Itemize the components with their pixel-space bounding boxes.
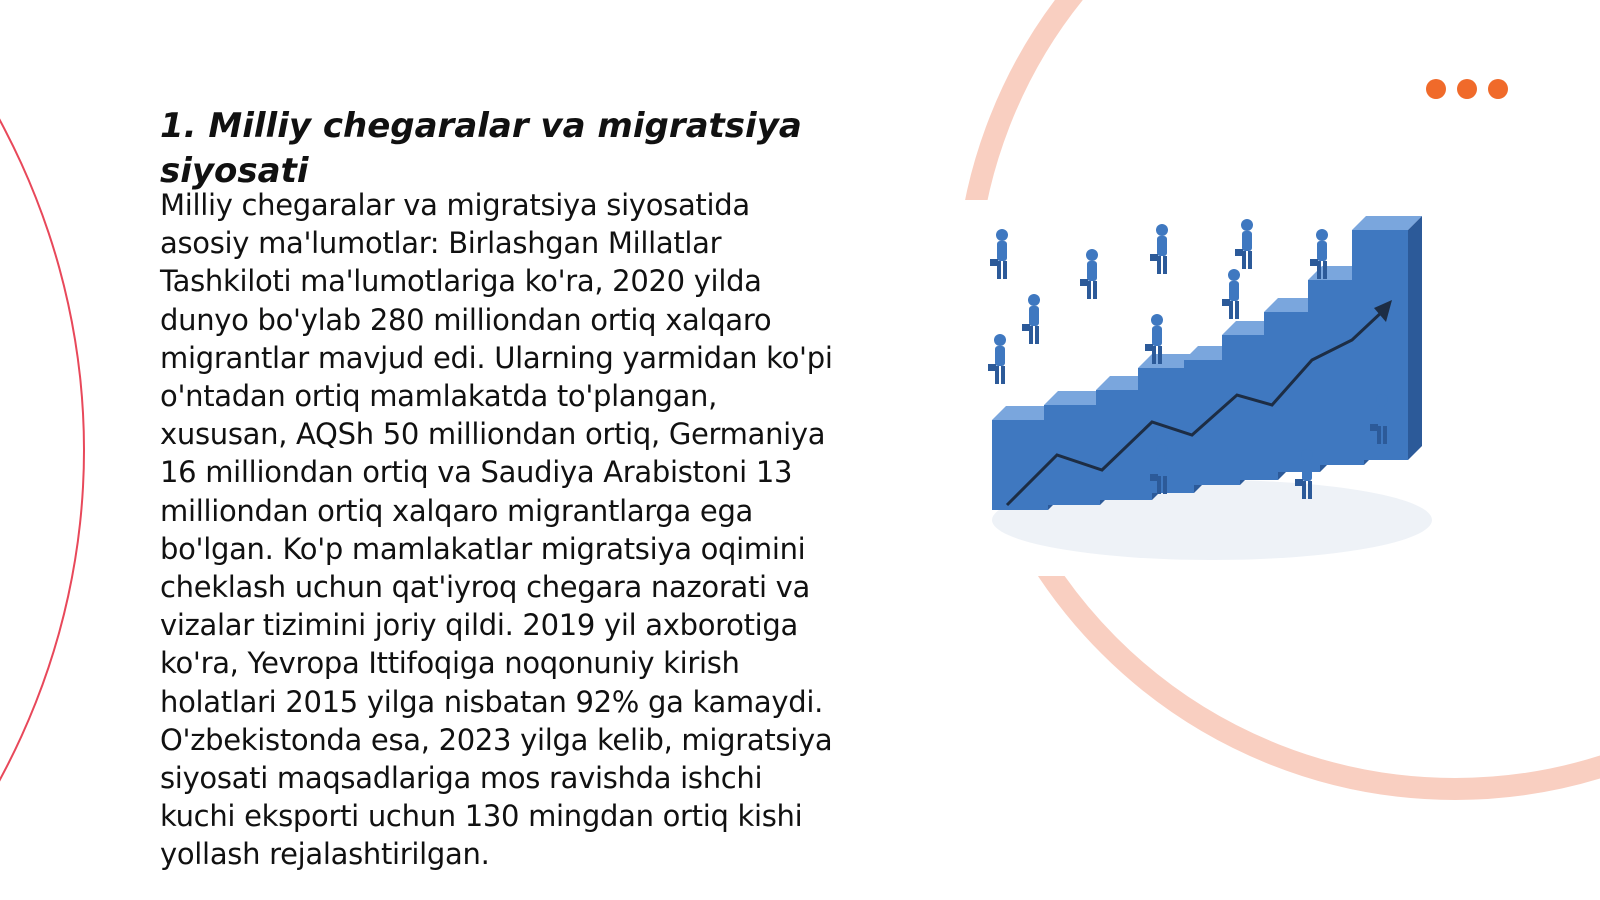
briefcase-icon [1022,324,1030,331]
person-leg [1323,261,1327,279]
person-leg [1163,256,1167,274]
person-head [994,334,1006,346]
orange-dots-decoration [1426,79,1508,99]
person-leg [1035,326,1039,344]
briefcase-icon [1150,254,1158,261]
person-leg [1158,346,1162,364]
person-head [996,229,1008,241]
person-leg [1003,261,1007,279]
bar-side-face [1408,216,1422,460]
person-head [1376,394,1388,406]
dot-icon [1488,79,1508,99]
briefcase-icon [1235,249,1243,256]
briefcase-icon [1370,424,1378,431]
person-head [1156,224,1168,236]
person-body [1157,456,1167,476]
person-body [1302,461,1312,481]
left-decorative-arc [0,0,85,900]
person-leg [1248,251,1252,269]
person-body [1242,231,1252,251]
briefcase-icon [1080,279,1088,286]
briefcase-icon [1295,479,1303,486]
person-head [1301,449,1313,461]
person-leg [1383,426,1387,444]
person-body [1087,261,1097,281]
person-leg [1001,366,1005,384]
person-leg [1235,301,1239,319]
person-body [1229,281,1239,301]
person-head [1028,294,1040,306]
bar-front-face [1044,405,1100,505]
person-body [995,346,1005,366]
dot-icon [1426,79,1446,99]
person-head [1086,249,1098,261]
slide-body-text: Milliy chegaralar va migratsiya siyosatida asosiy ma'lumotlar: Birlashgan Millatlar Tashkiloti ma'lumotlariga ko'ra, 2020 yilda dunyo bo'ylab 280 milliondan ortiq xalqaro migrantlar mavjud edi. Ularning yarmidan ko'pi o'ntadan ortiq mamlakatda to'plangan, xususan, AQSh 50 milliondan ortiq, Germaniya 16 milliondan ortiq va Saudiya Arabistoni 13 milliondan ortiq xalqaro migrantlarga ega bo'lgan. Ko'p mamlakatlar migratsiya oqimini cheklash uchun qat'iyroq chegara nazorati va vizalar tizimini joriy qildi. 2019 yil axborotiga ko'ra, Yevropa Ittifoqiga noqonuniy kirish holatlari 2015 yilga nisbatan 92% ga kamaydi. O'zbekistonda esa, 2023 yilga kelib, migratsiya siyosati maqsadlariga mos ravishda ishchi kuchi eksporti uchun 130 mingdan ortiq kishi yollash rejalashtirilgan. [160,188,833,872]
person-body [1377,406,1387,426]
person-body [997,241,1007,261]
person-head [1151,314,1163,326]
person-head [1156,444,1168,456]
person-head [1316,229,1328,241]
briefcase-icon [1145,344,1153,351]
person-leg [1163,476,1167,494]
bar-chart-people-illustration [952,200,1450,576]
person-body [1157,236,1167,256]
person-body [1152,326,1162,346]
person-leg [1093,281,1097,299]
person-leg [1308,481,1312,499]
briefcase-icon [988,364,996,371]
person-body [1029,306,1039,326]
person-head [1241,219,1253,231]
dot-icon [1457,79,1477,99]
briefcase-icon [1222,299,1230,306]
briefcase-icon [1310,259,1318,266]
person-head [1228,269,1240,281]
briefcase-icon [1150,474,1158,481]
bar-front-face [992,420,1048,510]
slide-title: 1. Milliy chegaralar va migratsiya siyosati [160,106,802,191]
briefcase-icon [990,259,998,266]
person-body [1317,241,1327,261]
